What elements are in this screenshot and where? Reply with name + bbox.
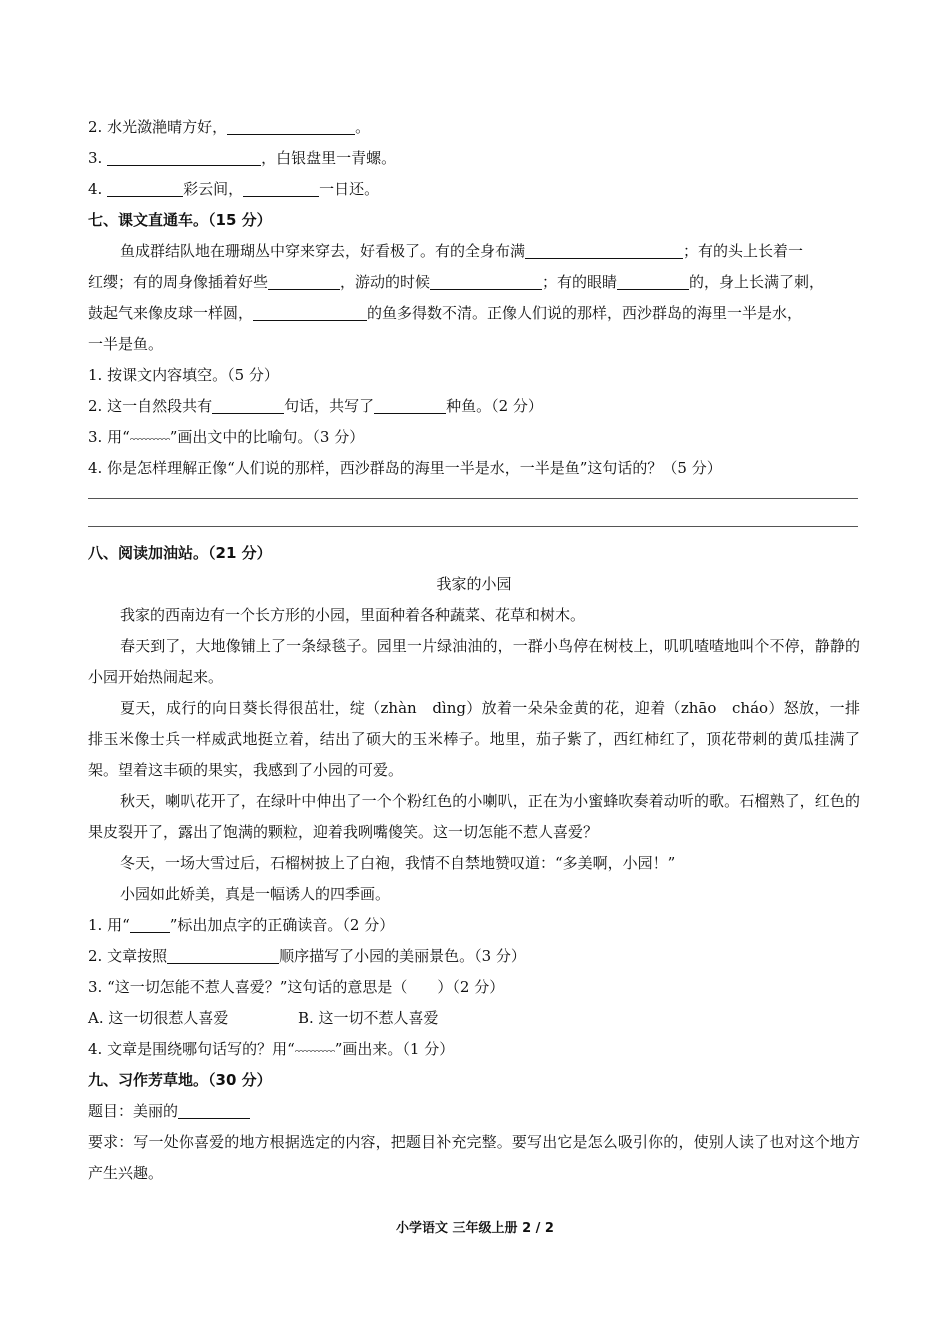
option-b[interactable]: B. 这一切不惹人喜爱 xyxy=(298,1009,439,1027)
s7-q3: 3. 用“ ”画出文中的比喻句。（3 分） xyxy=(88,428,365,446)
s9-topic: 题目：美丽的 xyxy=(88,1096,860,1127)
s6-q4: 4. 彩云间， 一日还。 xyxy=(88,180,380,198)
passage-title: 我家的小园 xyxy=(436,575,512,593)
answer-blank[interactable] xyxy=(227,116,355,135)
s7-q4: 4. 你是怎样理解正像“人们说的那样，西沙群岛的海里一半是水，一半是鱼”这句话的？（5 分） xyxy=(88,459,722,477)
answer-blank[interactable] xyxy=(107,147,261,166)
option-a[interactable]: A. 这一切很惹人喜爱 xyxy=(88,1009,229,1027)
answer-blank[interactable] xyxy=(167,945,279,964)
s8-q3: 3. “这一切怎能不惹人喜爱？”这句话的意思是（ ）（2 分） xyxy=(88,978,505,996)
s8-q2: 2. 文章按照 顺序描写了小园的美丽景色。（3 分） xyxy=(88,947,526,965)
s7-q2: 2. 这一自然段共有 句话，共写了 种鱼。（2 分） xyxy=(88,397,543,415)
underline-mark xyxy=(130,914,170,933)
page-footer: 小学语文 三年级上册 2 / 2 xyxy=(396,1221,554,1236)
answer-blank[interactable] xyxy=(374,395,446,414)
answer-blank[interactable] xyxy=(178,1100,250,1119)
section8-heading: 八、阅读加油站。（21 分） xyxy=(88,544,272,562)
passage-paragraph: 冬天，一场大雪过后，石榴树披上了白袍，我情不自禁地赞叹道：“多美啊，小园！” xyxy=(120,854,676,872)
exam-page xyxy=(88,112,860,1189)
s6-q2: 2. 水光潋滟晴方好， 。 xyxy=(88,118,371,136)
s6-q3: 3. ，白银盘里一青螺。 xyxy=(88,149,397,167)
answer-blank[interactable] xyxy=(430,271,542,290)
s8-q4: 4. 文章是围绕哪句话写的？用“ ”画出来。（1 分） xyxy=(88,1040,455,1058)
answer-blank[interactable] xyxy=(212,395,284,414)
passage-paragraph: 夏天，成行的向日葵长得很茁壮，绽（zhàn dìng）放着一朵朵金黄的花，迎着（zhāo cháo）怒放，一排排玉米像士兵一样威武地挺立着，结出了硕大的玉米棒子。地里，茄子紫了，西红柿红了，顶花带刺的黄瓜挂满了架。望着这丰硕的果实，我感到了小园的可爱。 xyxy=(88,699,860,779)
passage-paragraph: 小园如此娇美，真是一幅诱人的四季画。 xyxy=(120,885,391,903)
s8-options xyxy=(88,1003,860,1034)
section7-heading: 七、课文直通车。（15 分） xyxy=(88,211,272,229)
answer-blank[interactable] xyxy=(253,302,367,321)
answer-blank[interactable] xyxy=(617,271,689,290)
wavy-underline-mark xyxy=(130,433,170,441)
passage-paragraph: 春天到了，大地像铺上了一条绿毯子。园里一片绿油油的，一群小鸟停在树枝上，叽叽喳喳地叫个不停，静静的小园开始热闹起来。 xyxy=(88,637,860,686)
answer-blank[interactable] xyxy=(268,271,340,290)
section7-passage: 鱼成群结队地在珊瑚丛中穿来穿去，好看极了。有的全身布满 ；有的头上长着一 红缨；有的周身像插着好些 ，游动的时候 ；有的眼睛 的，身上长满了刺， 鼓起气来像皮球一样圆， 的鱼多得数不清。正像人们说的那样，西沙群岛的海里一半是水， 一半是鱼。 xyxy=(88,242,825,353)
s9-requirement: 要求：写一处你喜爱的地方根据选定的内容，把题目补充完整。要写出它是怎么吸引你的，使别人读了也对这个地方产生兴趣。 xyxy=(88,1133,860,1182)
passage-paragraph: 我家的西南边有一个长方形的小园，里面种着各种蔬菜、花草和树木。 xyxy=(120,606,586,624)
answer-blank[interactable] xyxy=(107,178,183,197)
s8-q1: 1. 用“ ”标出加点字的正确读音。（2 分） xyxy=(88,916,395,934)
wavy-underline-mark xyxy=(295,1045,335,1053)
section9-heading: 九、习作芳草地。（30 分） xyxy=(88,1071,272,1089)
answer-blank[interactable] xyxy=(243,178,319,197)
s7-q1: 1. 按课文内容填空。（5 分） xyxy=(88,366,279,384)
passage-paragraph: 秋天，喇叭花开了，在绿叶中伸出了一个个粉红色的小喇叭，正在为小蜜蜂吹奏着动听的歌。石榴熟了，红色的果皮裂开了，露出了饱满的颗粒，迎着我咧嘴傻笑。这一切怎能不惹人喜爱？ xyxy=(88,792,860,841)
answer-blank[interactable] xyxy=(525,240,683,259)
